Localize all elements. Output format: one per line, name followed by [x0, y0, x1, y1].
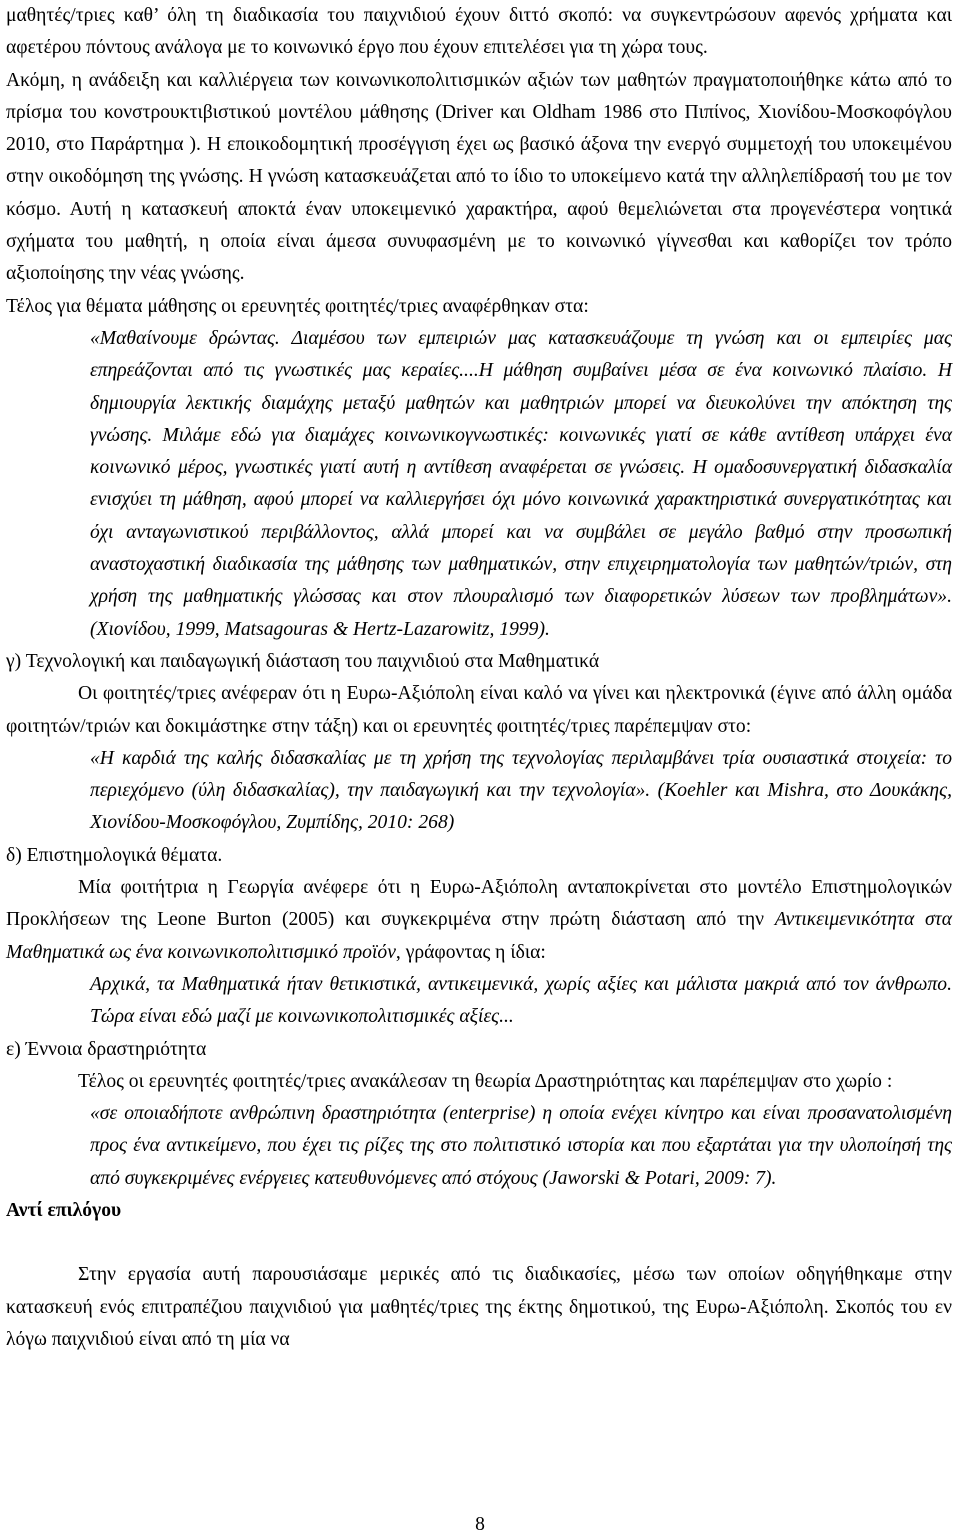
paragraph-learning-topics: Τέλος για θέματα μάθησης οι ερευνητές φοιτητές/τριες αναφέρθηκαν στα:	[6, 295, 589, 317]
paragraph-electronic-version: Οι φοιτητές/τριες ανέφεραν ότι η Ευρω-Αξιόπολη είναι καλό να γίνει και ηλεκτρονικά (έγινε από άλλη ομάδα φοιτητών/τριών και δοκιμάστηκε στην τάξη) και οι ερευνητές φοιτητές/τριες παρέπεμψαν στο:	[6, 683, 952, 737]
quote-georgia: Αρχικά, τα Μαθηματικά ήταν θετικιστικά, αντικειμενικά, χωρίς αξίες και μάλιστα μακριά από τον άνθρωπο. Τώρα είναι εδώ μαζί με κοινωνικοπολιτισμικές αξίες...	[90, 973, 952, 1028]
quote-learning-by-doing: «Μαθαίνουμε δρώντας. Διαμέσου των εμπειριών μας κατασκευάζουμε τη γνώση και οι εμπειρίες μας επηρεάζονται από τις γνωστικές μας κεραίες....Η μάθηση συμβαίνει μέσα σε ένα κοινωνικό πλαίσιο. Η δημιουργία λεκτικής διαμάχης μεταξύ μαθητών και μαθητριών μπορεί να διευκολύνει την απόκτηση της γνώσης. Μιλάμε εδώ για διαμάχες κοινωνικογνωστικές: κοινωνικές γιατί σε κάθε αντίθεση υπάρχει ένα κοινωνικό μέρος, γνωστικές γιατί αυτή η αντίθεση αναφέρεται σε γνώσεις. Η ομαδοσυνεργατική διδασκαλία ενισχύει τη μάθηση, αφού μπορεί να καλλιεργήσει όχι μόνο κοινωνικά χαρακτηριστικά συνεργατικότητας και όχι ανταγωνιστικού περιβάλλοντος, αλλά μπορεί και να συμβάλει σε μεγάλο βαθμό στην προσωπική αναστοχαστική διαδικασία της μάθησης των μαθηματικών, στην επιχειρηματολογία των μαθητών/τριών, στη χρήση της μαθηματικής γλώσσας και στον πλουραλισμό των διαφορετικών λύσεων των προβλημάτων».(Χιονίδου, 1999, Matsagouras & Hertz-Lazarowitz, 1999).	[90, 327, 952, 640]
page-body	[6, 0, 952, 1356]
paragraph-epistemology	[6, 872, 952, 969]
paragraph-game-goal: μαθητές/τριες καθ’ όλη τη διαδικασία του παιχνιδιού έχουν διττό σκοπό: να συγκεντρώσουν αφενός χρήματα και αφετέρου πόντους ανάλογα με το κοινωνικό έργο που έχουν επιτελέσει για τη χώρα τους.	[6, 5, 952, 59]
heading-epilogue: Αντί επιλόγου	[6, 1199, 122, 1221]
heading-epistemology: δ) Επιστημολογικά θέματα.	[6, 844, 223, 866]
page-number: 8	[475, 1514, 485, 1535]
paragraph-activity-theory: Τέλος οι ερευνητές φοιτητές/τριες ανακάλεσαν τη θεωρία Δραστηριότητας και παρέπεμψαν στο χωρίο :	[78, 1070, 893, 1092]
quote-activity: «σε οποιαδήποτε ανθρώπινη δραστηριότητα (enterprise) η οποία ενέχει κίνητρο και είναι προσανατολισμένη προς ένα αντικείμενο, που έχει τις ρίζες της στο πολιτιστικό ιστορία και που εξαρτάται για την υλοποίησή της από συγκεκριμένες ενέργειες κατευθυνόμενες από στόχους (Jaworski & Potari, 2009: 7).	[90, 1103, 952, 1189]
heading-activity: ε) Έννοια δραστηριότητα	[6, 1038, 207, 1060]
spacer	[6, 1227, 952, 1259]
quote-good-teaching-text: «Η καρδιά της καλής διδασκαλίας με τη χρήση της τεχνολογίας περιλαμβάνει τρία ουσιαστικά στοιχεία: το περιεχόμενο (ύλη διδασκαλίας), την παιδαγωγική και την τεχνολογία».	[90, 747, 952, 802]
paragraph-epistemology-text-a: Μία φοιτήτρια η Γεωργία ανέφερε ότι η Ευρω-Αξιόπολη ανταποκρίνεται στο μοντέλο Επιστημολογικών Προκλήσεων της Leone Burton (2005) και συγκεκριμένα στην πρώτη διάσταση από την	[6, 877, 952, 931]
paragraph-constructivism: Ακόμη, η ανάδειξη και καλλιέργεια των κοινωνικοπολιτισμικών αξιών των μαθητών πραγματοποιήθηκε κάτω από το πρίσμα του κονστρουκτιβιστικού μοντέλου μάθησης (Driver και Oldham 1986 στο Πιπίνος, Χιονίδου-Μοσκοφόγλου 2010, στο Παράρτημα ). Η εποικοδομητική προσέγγιση έχει ως βασικό άξονα την ενεργό συμμετοχή του υποκειμένου στην οικοδόμηση της γνώσης. Η γνώση κατασκευάζεται από το ίδιο το υποκείμενο κατά την αλληλεπίδρασή του με τον κόσμο. Αυτή η κατασκευή αποκτά έναν υποκειμενικό χαρακτήρα, αφού θεμελιώνεται στα προγενέστερα νοητικά σχήματα του μαθητή, η οποία είναι άμεσα συνυφασμένη με το κοινωνικό γίγνεσθαι και καθορίζει τον τρόπο αξιοποίησης την νέας γνώσης.	[6, 69, 952, 285]
paragraph-epistemology-text-b: , γράφοντας η ίδια:	[395, 941, 546, 963]
paragraph-epistemology-italic: Αντικειμενικότητα στα Μαθηματικά ως ένα κοινωνικοπολιτισμικό προϊόν	[6, 909, 952, 963]
heading-technology-pedagogy: γ) Τεχνολογική και παιδαγωγική διάσταση του παιχνιδιού στα Μαθηματικά	[6, 650, 600, 672]
quote-good-teaching	[6, 743, 952, 840]
quote-good-teaching-citation: (Koehler και Mishra, στο Δουκάκης, Χιονίδου-Μοσκοφόγλου, Ζυμπίδης, 2010: 268)	[90, 780, 952, 834]
paragraph-epilogue: Στην εργασία αυτή παρουσιάσαμε μερικές από τις διαδικασίες, μέσω των οποίων οδηγήθηκαμε στην κατασκευή ενός επιτραπέζιου παιχνιδιού για μαθητές/τριες της έκτης δημοτικού, της Ευρω-Αξιόπολη. Σκοπός του εν λόγω παιχνιδιού είναι από τη μία να	[6, 1264, 952, 1350]
